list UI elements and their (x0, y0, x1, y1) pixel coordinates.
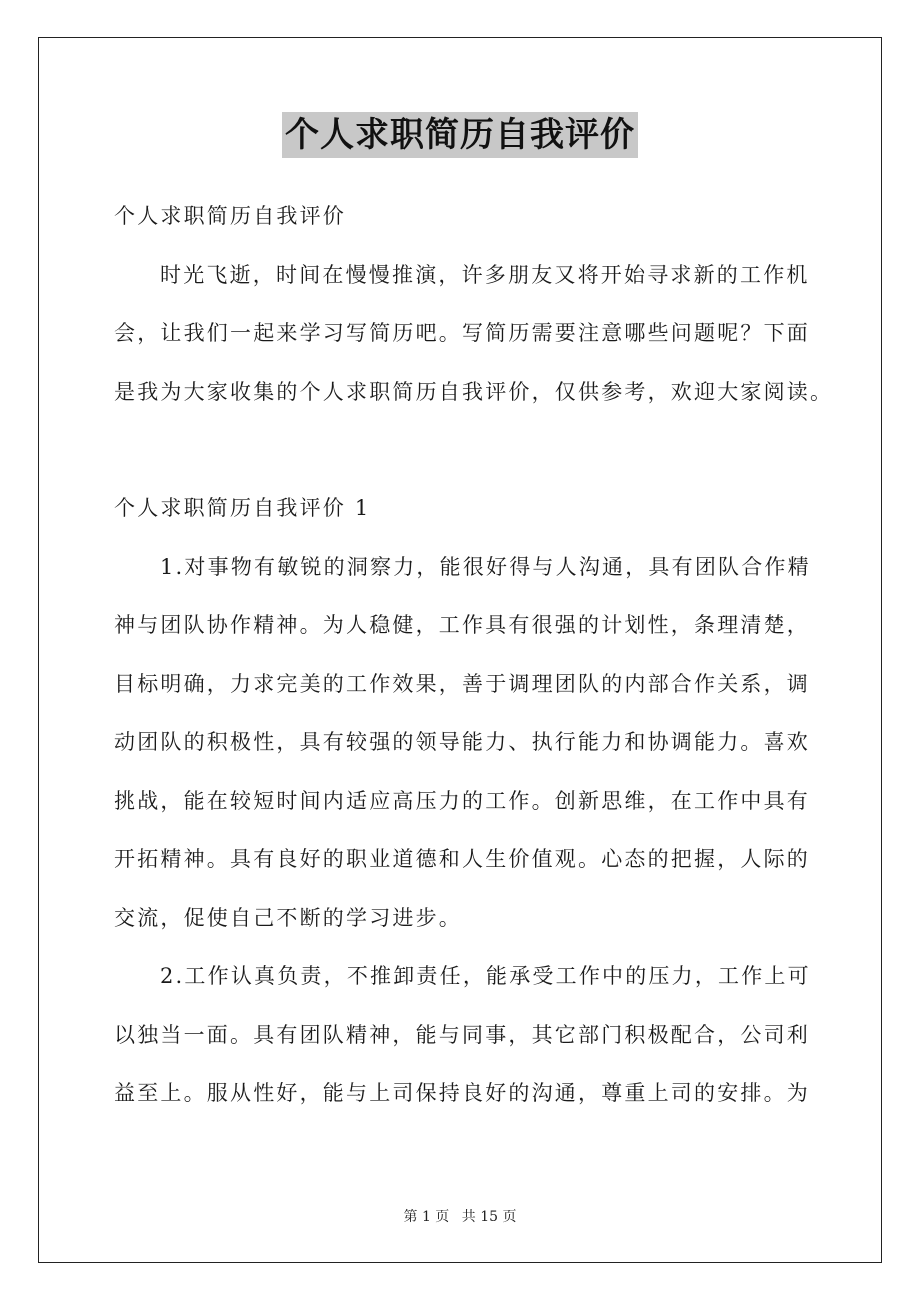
intro-line: 是我为大家收集的个人求职简历自我评价，仅供参考，欢迎大家阅读。 (114, 379, 834, 404)
page-number: 第 1 页 (403, 1209, 450, 1225)
document-body (114, 187, 834, 1123)
title-container (0, 112, 920, 158)
intro-line: 时光飞逝，时间在慢慢推演，许多朋友又将开始寻求新的工作机 (160, 262, 810, 287)
item1-line: 交流，促使自己不断的学习进步。 (114, 905, 462, 930)
intro-line: 会，让我们一起来学习写简历吧。写简历需要注意哪些问题呢？下面 (114, 321, 810, 345)
item2-line: 益至上。服从性好，能与上司保持良好的沟通，尊重上司的安排。为 (114, 1081, 810, 1105)
item1-line: 目标明确，力求完美的工作效果，善于调理团队的内部合作关系，调 (114, 671, 810, 696)
item1-line: 神与团队协作精神。为人稳健，工作具有很强的计划性，条理清楚， (114, 613, 810, 637)
item2-line: 以独当一面。具有团队精神，能与同事，其它部门积极配合，公司利 (114, 1022, 810, 1047)
document-title: 个人求职简历自我评价 (282, 112, 638, 158)
section-heading: 个人求职简历自我评价 1 (114, 496, 371, 520)
subtitle: 个人求职简历自我评价 (114, 204, 346, 228)
page-footer (0, 1206, 920, 1226)
item1-line: 挑战，能在较短时间内适应高压力的工作。创新思维，在工作中具有 (114, 788, 810, 813)
item1-line: 动团队的积极性，具有较强的领导能力、执行能力和协调能力。喜欢 (114, 730, 810, 754)
item1-line: 开拓精神。具有良好的职业道德和人生价值观。心态的把握，人际的 (114, 847, 810, 871)
item2-line: 2.工作认真负责，不推卸责任，能承受工作中的压力，工作上可 (160, 964, 811, 988)
item1-line: 1.对事物有敏锐的洞察力，能很好得与人沟通，具有团队合作精 (160, 554, 811, 579)
spacer (114, 421, 814, 479)
page-total: 共 15 页 (461, 1209, 517, 1225)
